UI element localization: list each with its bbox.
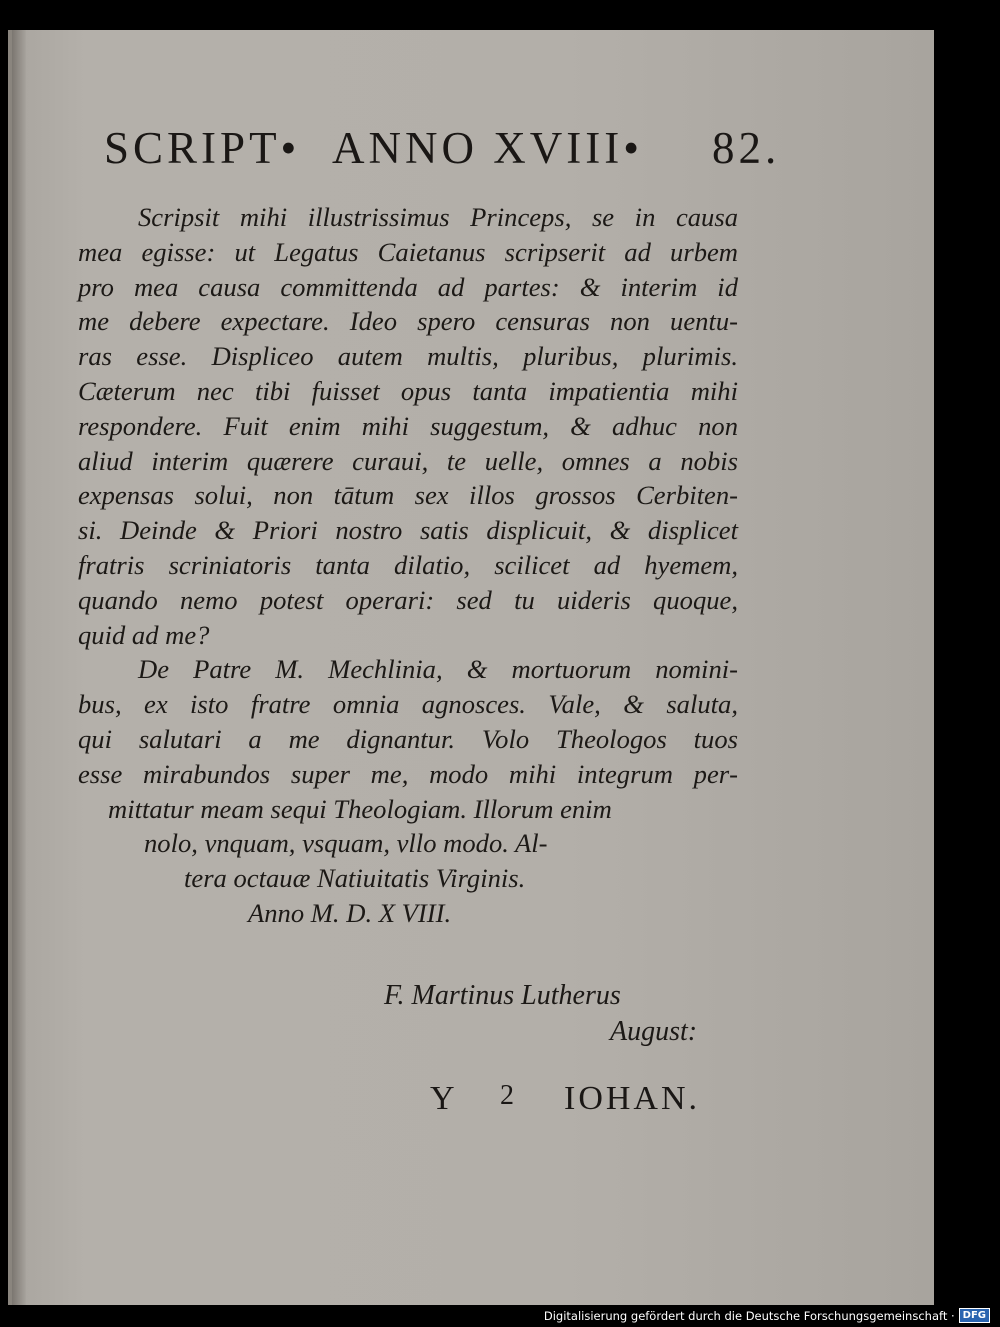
book-page bbox=[8, 30, 934, 1305]
signature-name: F. Martinus Lutherus bbox=[384, 980, 621, 1011]
text-line: Scripsit mihi illustrissimus Princeps, se in causa bbox=[138, 202, 738, 232]
text-line: tera octauæ Natiuitatis Virginis. bbox=[184, 863, 526, 894]
folio-number: 82. bbox=[712, 123, 781, 173]
text-line: nolo, vnquam, vsquam, vllo modo. Al‑ bbox=[144, 828, 548, 859]
signature-number: 2 bbox=[500, 1080, 517, 1111]
header-left: SCRIPT• bbox=[104, 123, 301, 173]
date-line: Anno M. D. X VIII. bbox=[248, 897, 452, 928]
text-line: bus, ex isto fratre omnia agnosces. Vale, & saluta, bbox=[78, 689, 738, 720]
text-line: ras esse. Displiceo autem multis, pluribus, plurimis. bbox=[78, 341, 738, 372]
text-line: qui salutari a me dignantur. Volo Theologos tuos bbox=[78, 723, 738, 754]
running-header bbox=[104, 122, 784, 182]
dfg-logo-icon: DFG bbox=[959, 1308, 990, 1323]
signature-block bbox=[384, 978, 697, 1050]
text-line: quid ad me? bbox=[78, 619, 210, 650]
funding-footer bbox=[544, 1308, 990, 1323]
signature-mark: Y bbox=[430, 1080, 458, 1117]
text-line: De Patre M. Mechlinia, & mortuorum nomini‑ bbox=[138, 654, 738, 685]
letter-body bbox=[78, 200, 738, 931]
text-line: pro mea causa committenda ad partes: & interim id bbox=[78, 271, 738, 302]
text-line: fratris scriniatoris tanta dilatio, scilicet ad hyemem, bbox=[78, 549, 738, 580]
page-gutter-shadow bbox=[12, 30, 26, 1305]
text-line: aliud interim quærere curaui, te uelle, omnes a nobis bbox=[78, 445, 738, 476]
text-line: me debere expectare. Ideo spero censuras non uentu‑ bbox=[78, 306, 738, 337]
footer-text: Digitalisierung gefördert durch die Deutsche Forschungsgemeinschaft · bbox=[543, 1308, 955, 1323]
text-line: quando nemo potest operari: sed tu uideris quoque, bbox=[78, 584, 738, 615]
text-line: mittatur meam sequi Theologiam. Illorum enim bbox=[108, 793, 612, 824]
text-line: esse mirabundos super me, modo mihi integrum per‑ bbox=[78, 758, 738, 789]
text-line: respondere. Fuit enim mihi suggestum, & adhuc non bbox=[78, 410, 738, 441]
text-line: mea egisse: ut Legatus Caietanus scripserit ad urbem bbox=[78, 236, 738, 267]
text-line: si. Deinde & Priori nostro satis displicuit, & displicet bbox=[78, 515, 738, 546]
header-middle: ANNO XVIII• bbox=[332, 123, 643, 173]
text-line: Cæterum nec tibi fuisset opus tanta impatientia mihi bbox=[78, 375, 738, 406]
catchword: IOHAN. bbox=[564, 1080, 701, 1117]
signature-title: August: bbox=[610, 1016, 698, 1047]
text-line: expensas solui, non tātum sex illos grossos Cerbiten‑ bbox=[78, 480, 738, 511]
